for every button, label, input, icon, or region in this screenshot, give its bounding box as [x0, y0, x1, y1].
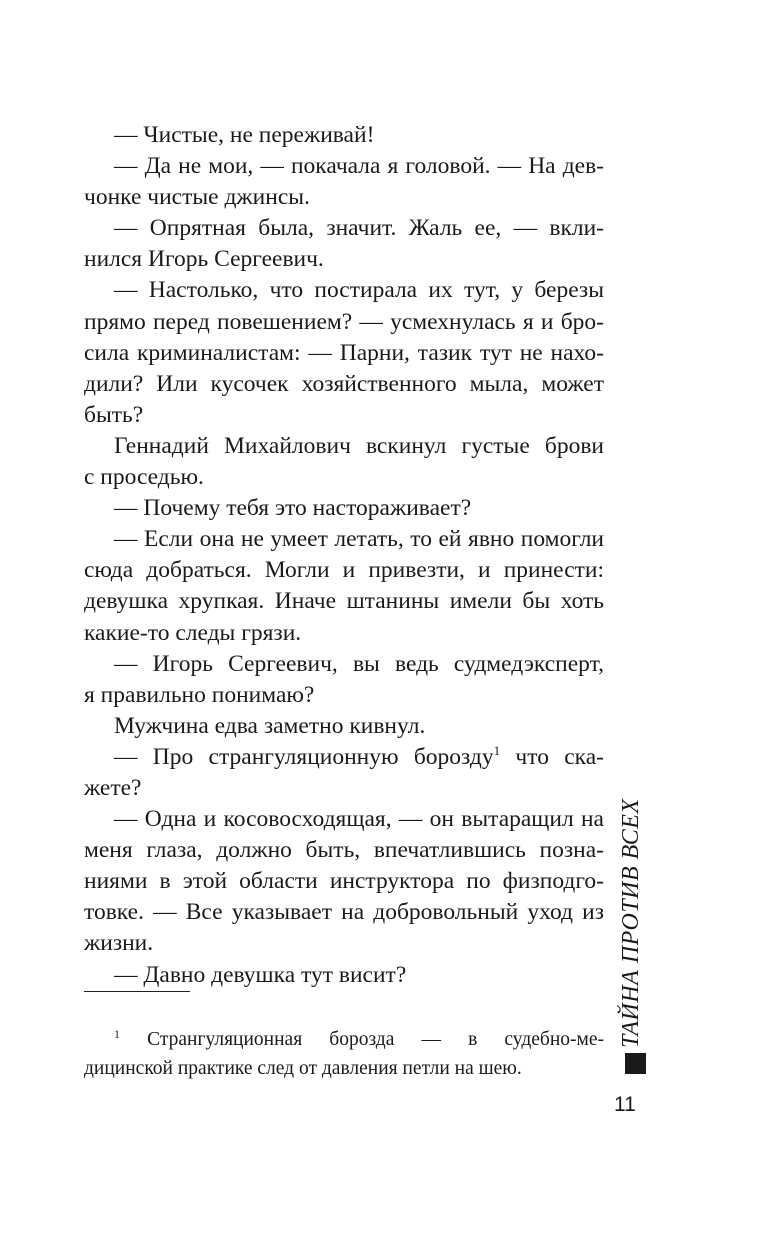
footnote-text-1: Странгуляционная борозда — в судебно-ме- — [120, 1029, 604, 1050]
text-line — [84, 338, 604, 369]
text-line-content: чонке чистые джинсы. — [84, 184, 310, 211]
footnote — [84, 1026, 604, 1083]
text-line-content: дили? Или кусочек хозяйственного мыла, может — [84, 370, 604, 397]
text-line — [84, 586, 604, 617]
text-line — [84, 524, 604, 555]
text-line — [84, 804, 604, 835]
text-line — [84, 773, 604, 804]
text-line-content: сюда добраться. Могли и привезти, и принести: — [84, 557, 604, 584]
text-line-content: Геннадий Михайлович вскинул густые брови — [114, 432, 604, 459]
text-line-content: — Игорь Сергеевич, вы ведь судмедэксперт, — [114, 650, 604, 677]
text-line — [84, 680, 604, 711]
text-line — [84, 369, 604, 400]
text-line-content: — Если она не умеет летать, то ей явно помогли — [114, 526, 604, 553]
main-text-block — [84, 120, 604, 991]
text-line-content: — Чистые, не переживай! — [114, 122, 375, 148]
text-line — [84, 866, 604, 897]
text-line — [84, 120, 604, 151]
text-line — [84, 431, 604, 462]
text-line-content: быть? — [84, 401, 144, 428]
running-title: ТАЙНА ПРОТИВ ВСЕХ — [618, 798, 644, 1048]
section-marker — [625, 1053, 646, 1074]
text-line — [84, 960, 604, 991]
text-line — [84, 618, 604, 649]
text-line-content: жете? — [84, 774, 142, 801]
footnote-number: 1 — [114, 1027, 120, 1041]
page-number: 11 — [614, 1093, 636, 1116]
text-line-content: — Про странгуляционную борозду — [114, 743, 494, 770]
footnote-divider — [84, 991, 190, 992]
footnote-reference[interactable]: 1 — [493, 742, 501, 758]
text-line-content: нился Игорь Сергеевич. — [84, 246, 324, 273]
text-line — [84, 742, 604, 773]
text-line-content: жизни. — [84, 930, 154, 957]
text-line — [84, 182, 604, 213]
text-line — [84, 897, 604, 928]
text-line-content: — Давно девушка тут висит? — [114, 961, 407, 988]
text-line — [84, 213, 604, 244]
text-line-content: прямо перед повешением? — усмехнулась я и бро- — [84, 308, 604, 335]
text-line-content: меня глаза, должно быть, впечатлившись позна- — [84, 837, 604, 864]
text-line — [84, 835, 604, 866]
text-line-content: Мужчина едва заметно кивнул. — [114, 712, 426, 739]
text-line-content: товке. — Все указывает на добровольный уход из — [84, 899, 604, 926]
text-line — [84, 307, 604, 338]
text-line — [84, 493, 604, 524]
footnote-line: дицинской практике след от давления петли на шею. — [84, 1057, 522, 1079]
text-line — [84, 151, 604, 182]
text-line-content: сила криминалистам: — Парни, тазик тут не нахо- — [84, 339, 604, 366]
text-line — [84, 462, 604, 493]
text-line-content: — Да не мои, — покачала я головой. — На дев- — [114, 153, 604, 180]
footnote-line — [84, 1026, 604, 1055]
text-line — [84, 711, 604, 742]
text-line — [84, 275, 604, 306]
text-line-content: — Опрятная была, значит. Жаль ее, — вкли- — [114, 215, 604, 242]
text-line-content: с проседью. — [84, 464, 204, 491]
text-line-content: девушка хрупкая. Иначе штанины имели бы хоть — [84, 588, 604, 615]
text-line-content: — Почему тебя это настораживает? — [114, 495, 472, 522]
text-line-content: какие-то следы грязи. — [84, 619, 302, 646]
text-line — [84, 555, 604, 586]
text-line-content: — Одна и косовосходящая, — он вытаращил на — [114, 806, 604, 833]
text-line — [84, 400, 604, 431]
text-line — [84, 928, 604, 959]
text-line — [84, 244, 604, 275]
text-line-content: — Настолько, что постирала их тут, у березы — [114, 277, 604, 304]
text-line-content: ниями в этой области инструктора по физподго- — [84, 868, 604, 895]
text-line-content: я правильно понимаю? — [84, 681, 315, 708]
text-line-continuation: что ска- — [500, 743, 604, 770]
text-line — [84, 649, 604, 680]
